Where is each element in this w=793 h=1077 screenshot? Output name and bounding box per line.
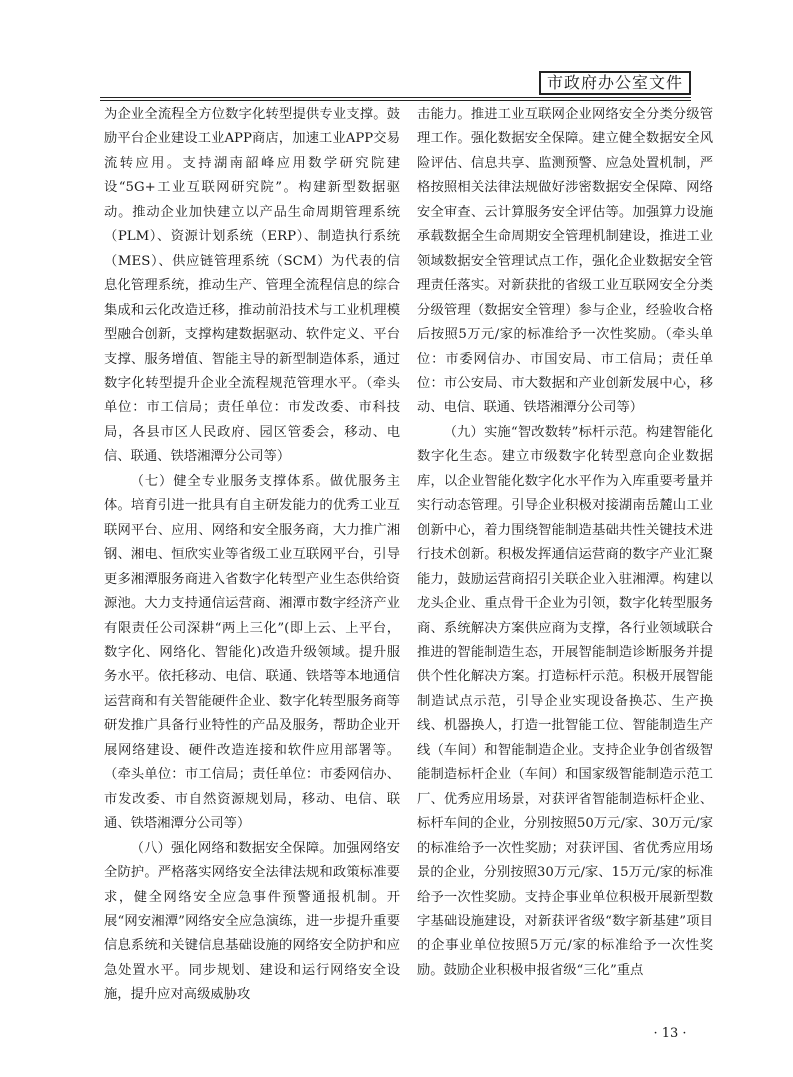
section-header-box bbox=[539, 71, 691, 95]
paragraph-continuation: 为企业全流程全方位数字化转型提供专业支撑。鼓励平台企业建设工业APP商店，加速工业APP交易流转应用。支持湖南韶峰应用数学研究院建设“5G+工业互联网研究院”。构建新型数据驱动。推动企业加快建立以产品生命周期管理系统（PLM）、资源计划系统（ERP）、制造执行系统（MES）、供应链管理系统（SCM）为代表的信息化管理系统，推动生产、管理全流程信息的综合集成和云化改造迁移，推动前沿技术与工业机理模型融合创新，支撑构建数据驱动、软件定义、平台支撑、服务增值、智能主导的新型制造体系，通过数字化转型提升企业全流程规范管理水平。（牵头单位：市工信局；责任单位：市发改委、市科技局，各县市区人民政府、园区管委会，移动、电信、联通、铁塔湘潭分公司等） bbox=[104, 107, 400, 465]
right-column bbox=[417, 103, 713, 983]
header-rule bbox=[100, 97, 691, 98]
paragraph-section-8: （八）强化网络和数据安全保障。加强网络安全防护。严格落实网络安全法律法规和政策标准要求，健全网络安全应急事件预警通报机制。开展“网安湘潭”网络安全应急演练，进一步提升重要信息系统和关键信息基础设施的网络安全防护和应急处置水平。同步规划、建设和运行网络安全设施，提升应对高级威胁攻 bbox=[104, 840, 400, 1003]
page-number: · 13 · bbox=[653, 1026, 687, 1041]
section-header-title: 市政府办公室文件 bbox=[546, 73, 683, 92]
header-rule-thin bbox=[100, 100, 691, 101]
left-column bbox=[104, 103, 400, 1008]
paragraph-continuation: 击能力。推进工业互联网企业网络安全分类分级管理工作。强化数据安全保障。建立健全数据安全风险评估、信息共享、监测预警、应急处置机制，严格按照相关法律法规做好涉密数据安全保障、网络安全审查、云计算服务安全评估等。加强算力设施承载数据全生命周期安全管理机制建设，推进工业领域数据安全管理试点工作，强化企业数据安全管理责任落实。对新获批的省级工业互联网安全分类分级管理（数据安全管理）参与企业，经验收合格后按照5万元/家的标准给予一次性奖励。（牵头单位：市委网信办、市国安局、市工信局；责任单位：市公安局、市大数据和产业创新发展中心，移动、电信、联通、铁塔湘潭分公司等） bbox=[417, 107, 713, 416]
paragraph-section-9: （九）实施“智改数转”标杆示范。构建智能化数字化生态。建立市级数字化转型意向企业数据库，以企业智能化数字化水平作为入库重要考量并实行动态管理。引导企业积极对接湖南岳麓山工业创新中心，着力围绕智能制造基础共性关键技术进行技术创新。积极发挥通信运营商的数字产业汇聚能力，鼓励运营商招引关联企业入驻湘潭。构建以龙头企业、重点骨干企业为引领，数字化转型服务商、系统解决方案供应商为支撑，各行业领域联合推进的智能制造生态，开展智能制造诊断服务并提供个性化解决方案。打造标杆示范。积极开展智能制造试点示范，引导企业实现设备换芯、生产换线、机器换人，打造一批智能工位、智能制造生产线（车间）和智能制造企业。支持企业争创省级智能制造标杆企业（车间）和国家级智能制造示范工厂、优秀应用场景，对获评省智能制造标杆企业、标杆车间的企业，分别按照50万元/家、30万元/家的标准给予一次性奖励；对获评国、省优秀应用场景的企业，分别按照30万元/家、15万元/家的标准给予一次性奖励。支持企事业单位积极开展新型数字基础设施建设，对新获评省级“数字新基建”项目的企事业单位按照5万元/家的标准给予一次性奖励。鼓励企业积极申报省级“三化”重点 bbox=[417, 424, 713, 978]
paragraph-section-7: （七）健全专业服务支撑体系。做优服务主体。培育引进一批具有自主研发能力的优秀工业互联网平台、应用、网络和安全服务商，大力推广湘钢、湘电、恒欣实业等省级工业互联网平台，引导更多湘潭服务商进入省数字化转型产业生态供给资源池。大力支持通信运营商、湘潭市数字经济产业有限责任公司深耕“两上三化”(即上云、上平台，数字化、网络化、智能化)改造升级领域。提升服务水平。依托移动、电信、联通、铁塔等本地通信运营商和有关智能硬件企业、数字化转型服务商等研发推广具备行业特性的产品及服务，帮助企业开展网络建设、硬件改造连接和软件应用部署等。（牵头单位：市工信局；责任单位：市委网信办、市发改委、市自然资源规划局，移动、电信、联通、铁塔湘潭分公司等） bbox=[104, 473, 400, 832]
